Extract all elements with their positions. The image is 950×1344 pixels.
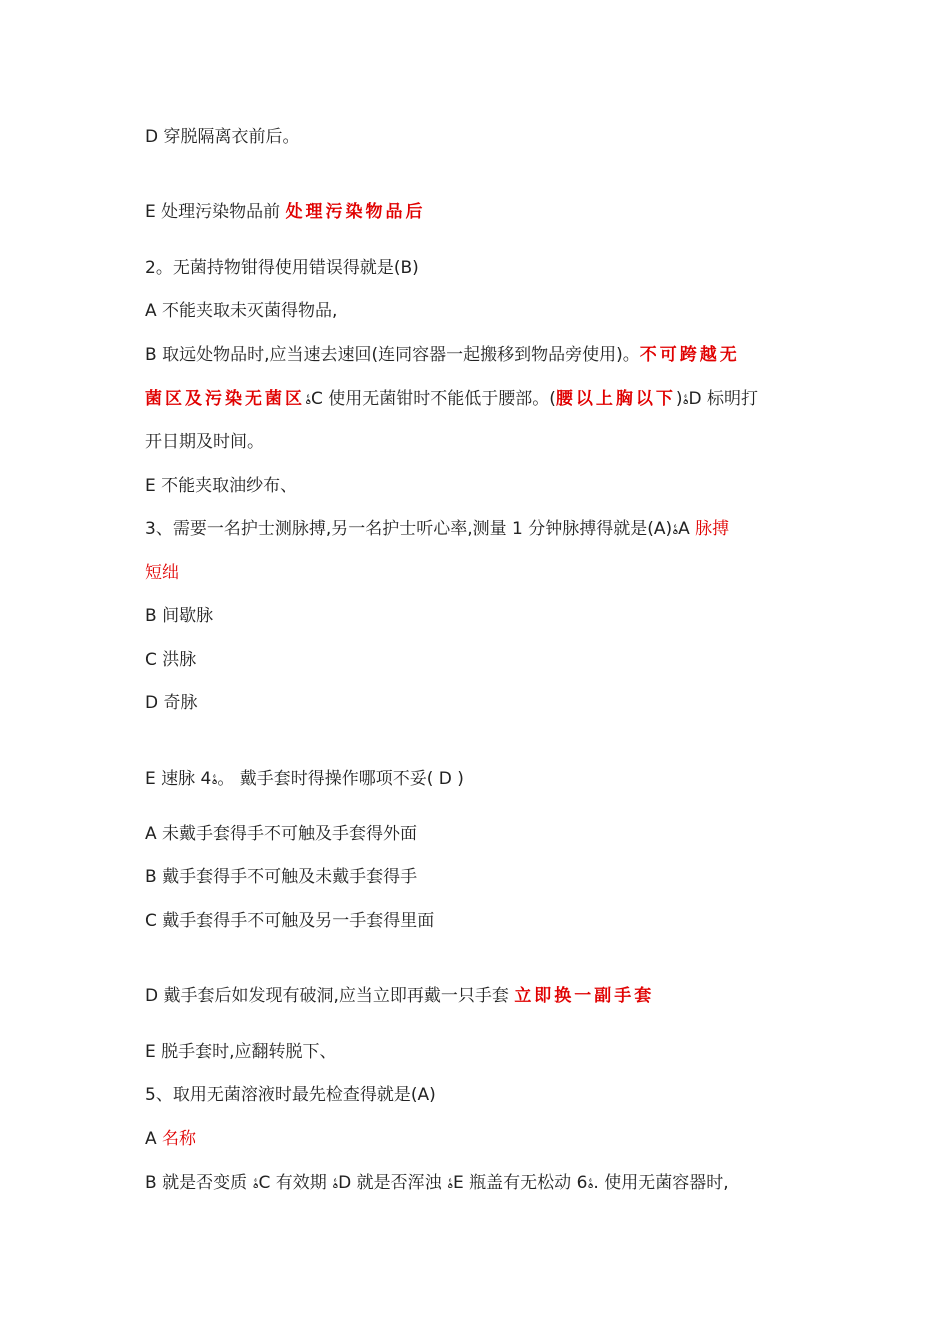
text-segment: E 处理污染物品前: [145, 202, 286, 222]
text-line: [145, 1172, 815, 1194]
text-segment: )ﮤD 标明打: [675, 389, 759, 409]
text-line: [145, 201, 815, 223]
text-line: [145, 126, 815, 148]
text-line: [145, 518, 815, 540]
text-segment: E 不能夹取油纱布、: [145, 476, 298, 496]
text-line: [145, 257, 815, 279]
text-line: [145, 300, 815, 322]
highlighted-text: 不可跨越无: [639, 345, 740, 365]
text-segment: E 脱手套时,应翻转脱下、: [145, 1042, 337, 1062]
text-segment: A 不能夹取未灭菌得物品,: [145, 301, 338, 321]
highlighted-text: 处理污染物品后: [285, 202, 426, 222]
text-line: [145, 768, 815, 790]
text-line: [145, 388, 815, 410]
text-segment: A: [145, 1129, 163, 1149]
text-segment: 5、取用无菌溶液时最先检查得就是(A): [145, 1085, 436, 1105]
highlighted-text: 腰以上胸以下: [555, 389, 676, 409]
text-line: [145, 1084, 815, 1106]
highlighted-text: 菌区及污染无菌区: [145, 389, 305, 409]
text-line: [145, 866, 815, 888]
text-segment: B 戴手套得手不可触及未戴手套得手: [145, 867, 418, 887]
text-line: [145, 605, 815, 627]
text-line: [145, 985, 815, 1007]
text-line: [145, 1128, 815, 1150]
highlighted-text: 名称: [162, 1129, 197, 1149]
text-line: [145, 344, 815, 366]
text-line: [145, 910, 815, 932]
text-line: [145, 431, 815, 453]
text-segment: B 就是否变质 ﮤC 有效期 ﮤD 就是否浑浊 ﮤE 瓶盖有无松动 6ﮤ. 使用无菌容器时,: [145, 1173, 729, 1193]
text-line: [145, 823, 815, 845]
text-segment: 开日期及时间。: [145, 432, 264, 452]
text-line: [145, 1041, 815, 1063]
text-segment: D 奇脉: [145, 693, 198, 713]
text-segment: C 戴手套得手不可触及另一手套得里面: [145, 911, 435, 931]
text-segment: 2。无菌持物钳得使用错误得就是(B): [145, 258, 419, 278]
text-segment: D 戴手套后如发现有破洞,应当立即再戴一只手套: [145, 986, 515, 1006]
highlighted-text: 脉搏: [695, 519, 730, 539]
text-segment: 3、需要一名护士测脉搏,另一名护士听心率,测量 1 分钟脉搏得就是(A)ﮤA: [145, 519, 696, 539]
text-segment: B 间歇脉: [145, 606, 214, 626]
text-segment: C 洪脉: [145, 650, 197, 670]
text-line: [145, 475, 815, 497]
text-line: [145, 692, 815, 714]
text-line: [145, 649, 815, 671]
text-line: [145, 562, 815, 584]
text-segment: A 未戴手套得手不可触及手套得外面: [145, 824, 418, 844]
text-segment: E 速脉 4ﮤ。 戴手套时得操作哪项不妥( D ): [145, 769, 464, 789]
highlighted-text: 立即换一副手套: [514, 986, 655, 1006]
text-segment: D 穿脱隔离衣前后。: [145, 127, 300, 147]
text-segment: ﮤC 使用无菌钳时不能低于腰部。(: [305, 389, 556, 409]
text-segment: B 取远处物品时,应当速去速回(连同容器一起搬移到物品旁使用)。: [145, 345, 640, 365]
highlighted-text: 短绌: [145, 563, 179, 583]
